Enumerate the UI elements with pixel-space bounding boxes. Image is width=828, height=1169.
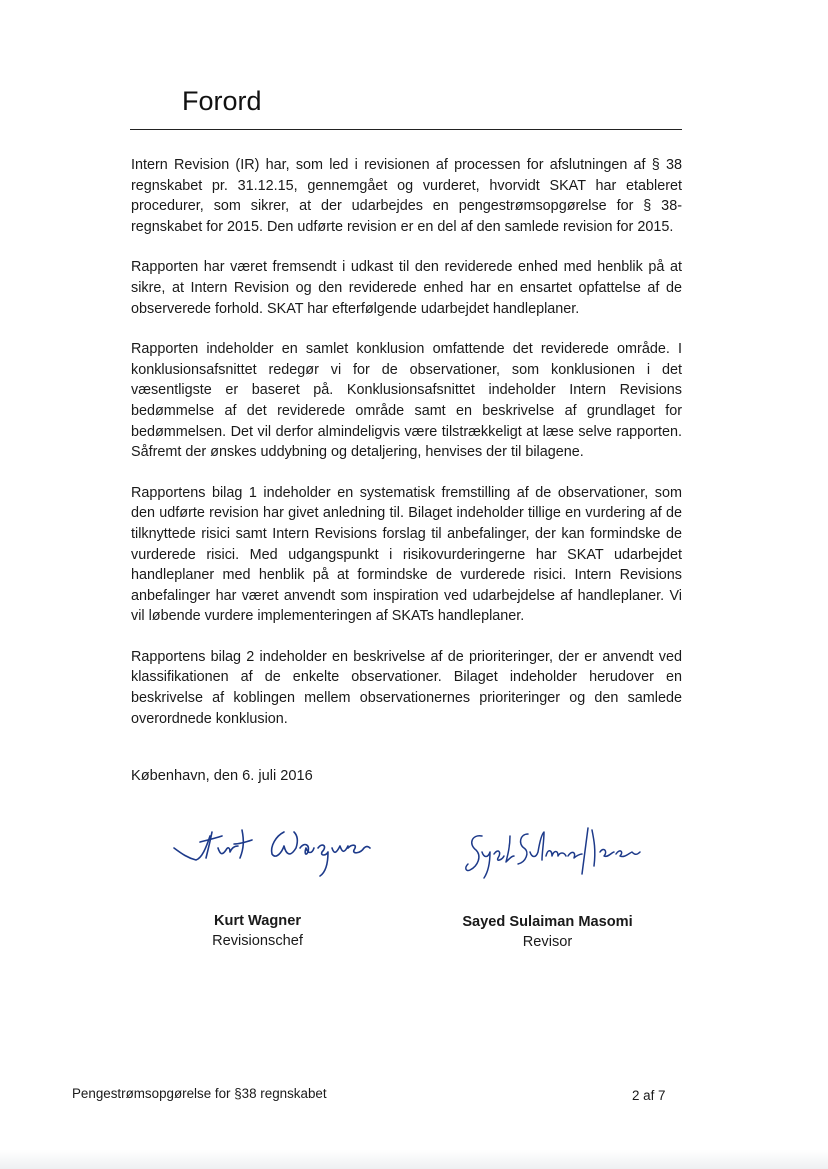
paragraph: Rapportens bilag 1 indeholder en systematisk fremstilling af de observationer, som den udførte revision har givet anledning til. Bilaget indeholder tillige en vurdering af de tilknyttede risici samt Intern Revisions forslag til anbefalinger, der kan formindske de vurderede risici. Med udgangspunkt i risikovurderingerne har SKAT udarbejdet handleplaner med henblik på at formindske de vurderede risici. Intern Revisions anbefalinger har været anvendt som inspiration ved udarbejdelse af handleplaner. Vi vil løbende vurdere implementeringen af SKATs handleplaner. <box>131 484 682 625</box>
signer-block-right <box>440 912 655 952</box>
signer-block-left <box>160 911 355 951</box>
footer-document-title: Pengestrømsopgørelse for §38 regnskabet <box>72 1086 327 1101</box>
paragraph: Intern Revision (IR) har, som led i revisionen af processen for afslutningen af § 38 regnskabet pr. 31.12.15, gennemgået og vurderet, hvorvidt SKAT har etableret procedurer, som sikrer, at der udarbejdes en pengestrømsopgørelse for § 38-regnskabet for 2015. Den udførte revision er en del af den samlede revision for 2015. <box>131 157 682 235</box>
signer-name: Sayed Sulaiman Masomi <box>462 914 633 930</box>
paragraph: Rapportens bilag 2 indeholder en beskrivelse af de prioriteringer, der er anvendt ved klassifikationen af de enkelte observationer. Bilaget indeholder herudover en beskrivelse af koblingen mellem observationernes prioriteringer og den samlede overordnede konklusion. <box>131 648 682 727</box>
page-title: Forord <box>182 86 262 116</box>
signer-role: Revisionschef <box>212 933 303 949</box>
paragraph: Rapporten har været fremsendt i udkast til den reviderede enhed med henblik på at sikre, at Intern Revision og den reviderede enhed har en ensartet opfattelse af de observerede forhold. SKAT har efterfølgende udarbejdet handleplaner. <box>131 259 682 317</box>
footer-page-number: 2 af 7 <box>632 1088 666 1103</box>
signature-kurt-wagner <box>172 818 372 878</box>
paragraph: Rapporten indeholder en samlet konklusion omfattende det reviderede område. I konklusionsafsnittet redegør vi for de observationer, som konklusionen i det væsentligste er baseret på. Konklusionsafsnittet indeholder Intern Revisions bedømmelse af det reviderede område samt en beskrivelse af grundlaget for bedømmelsen. Det vil derfor almindeligvis være tilstrækkeligt at læse selve rapporten. Såfremt der ønskes uddybning og detaljering, henvises der til bilagene. <box>131 341 682 461</box>
scan-edge-shadow <box>0 1150 828 1169</box>
signer-role: Revisor <box>522 934 573 950</box>
signature-sayed-sulaiman-masomi <box>462 822 642 880</box>
signer-name: Kurt Wagner <box>213 913 302 929</box>
title-divider <box>130 129 682 130</box>
place-and-date: København, den 6. juli 2016 <box>131 768 313 784</box>
foreword-body <box>131 155 682 749</box>
